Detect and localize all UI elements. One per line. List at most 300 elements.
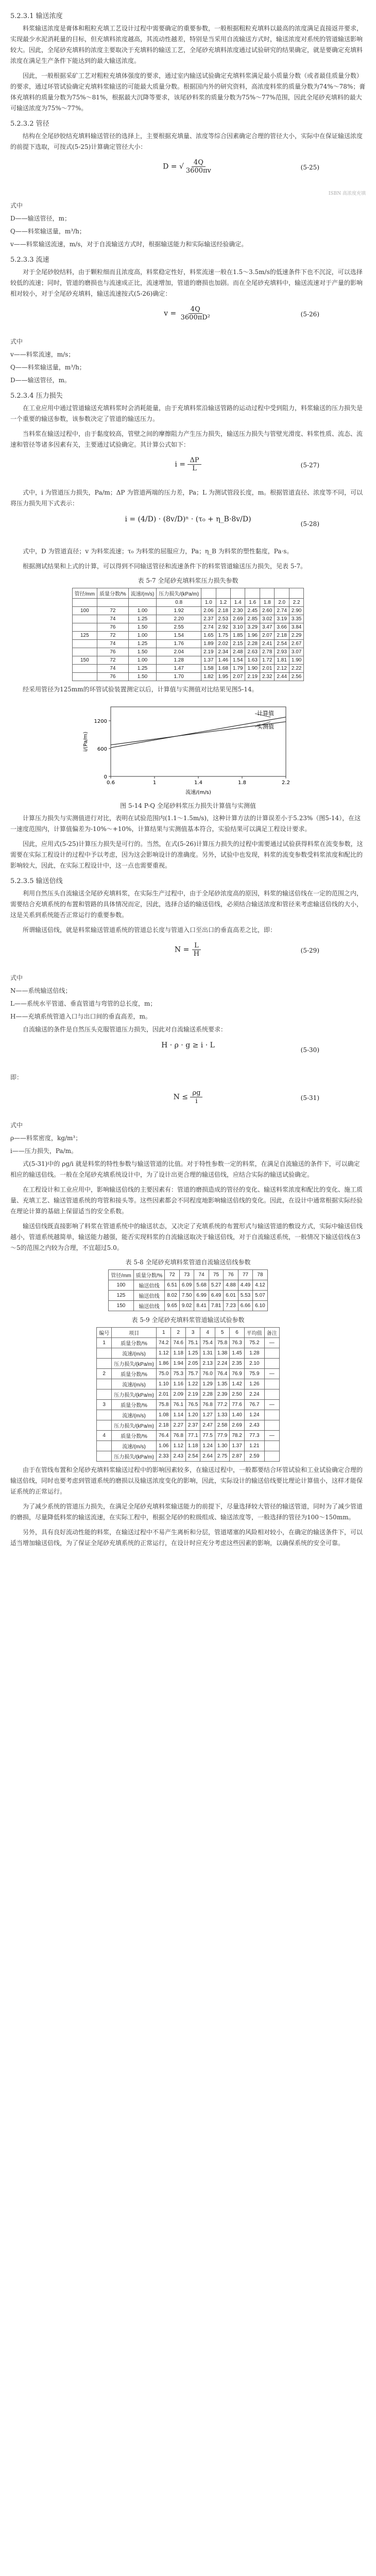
definition-intro: 式中	[10, 202, 23, 209]
table-cell: 2.18	[216, 607, 230, 615]
table-cell: 6.99	[194, 1291, 209, 1301]
table-cell: 6.66	[238, 1301, 252, 1311]
table-cell	[201, 588, 216, 599]
table-cell: —	[264, 1400, 279, 1410]
table-cell: 2.69	[231, 615, 245, 623]
table-cell	[97, 1410, 112, 1420]
table-cell: 77.2	[215, 1400, 229, 1410]
table-cell: 72	[97, 632, 129, 640]
table-row	[97, 1369, 280, 1379]
table-cell	[72, 640, 97, 648]
equation-number: (5-28)	[300, 520, 319, 528]
table-cell: 76.4	[215, 1369, 229, 1379]
table-cell: 3.84	[289, 623, 303, 632]
equation-number: (5-31)	[300, 1094, 319, 1101]
definition-item: v——料浆输送流速，m/s，对于自流输送方式时，根据输送能力和实际输送经验确定。	[10, 241, 248, 248]
table-cell: 2.19	[201, 648, 216, 656]
section-heading-pressure-loss: 5.2.3.4 压力损失	[10, 392, 63, 400]
table-cell: 输送倍线	[133, 1280, 165, 1291]
table-cell	[275, 588, 289, 599]
table-cell: 1.08	[156, 1410, 170, 1420]
table-cell: 1.00	[128, 656, 157, 665]
equation-number: (5-26)	[300, 311, 319, 318]
table-cell	[97, 1359, 112, 1369]
table-cell: 3.35	[289, 615, 303, 623]
table-cell: 76.5	[185, 1400, 200, 1410]
x-tick-label: 0.6	[107, 780, 115, 786]
table-cell: 5	[215, 1328, 229, 1338]
equation-number: (5-29)	[300, 947, 319, 954]
table-row	[72, 648, 304, 656]
table-cell: 1.42	[230, 1379, 244, 1389]
equation-5-30: H · ρ · g ≥ i · L (5-30)	[161, 1041, 319, 1054]
table-cell: 2.35	[230, 1359, 244, 1369]
table-cell: 1.06	[156, 1441, 170, 1451]
table-row	[97, 1338, 280, 1348]
table-cell: 2.92	[216, 623, 230, 632]
table-cell: 8.02	[165, 1291, 179, 1301]
table-cell: 2.05	[185, 1359, 200, 1369]
table-cell: 75.4	[200, 1338, 215, 1348]
section-heading-pipe-diameter: 5.2.3.2 管径	[10, 120, 49, 128]
table-cell: 1.20	[185, 1410, 200, 1420]
table-cell: 2.47	[200, 1420, 215, 1431]
table-cell	[264, 1348, 279, 1359]
table-cell	[264, 1359, 279, 1369]
table-cell	[97, 1420, 112, 1431]
table-cell: 2.45	[245, 607, 260, 615]
table-cell: 74.2	[156, 1338, 170, 1348]
table-cell: 75.8	[215, 1338, 229, 1348]
table-row	[97, 1379, 280, 1389]
table-cell: 2.60	[260, 607, 274, 615]
table-cell: 压力损失/(kPa/m)	[112, 1420, 157, 1431]
table-row	[97, 1420, 280, 1431]
table-cell: 2.07	[260, 632, 274, 640]
series-label-1: 计算值	[257, 710, 274, 717]
table-cell: 76.8	[200, 1400, 215, 1410]
definition-item: ρ——料浆密度，kg/m³；	[10, 1134, 82, 1142]
table-cell: 压力损失/(kPa/m)	[112, 1389, 157, 1400]
paragraph: 式(5-31)中的 ρg/i 就是料浆的特性参数与输送管道的比值。对于特性参数一定的料浆，在满足自流输送的条件下，可以确定相应的输送倍线。一般在全尾砂充填系统设计中，为了设计出更合理的输送倍线，应结合实际的输送试验确定。	[10, 1160, 360, 1178]
definition-item: L——系统水平管道、垂直管道与弯管的总长度，m；	[10, 1000, 157, 1007]
table-cell: 2.19	[185, 1389, 200, 1400]
series-line-1	[111, 717, 286, 748]
equation-number: (5-27)	[300, 462, 319, 469]
table-cell: 3.19	[275, 615, 289, 623]
table-cell	[72, 648, 97, 656]
pressure-loss-chart	[80, 699, 296, 797]
table-cell: 3.29	[245, 623, 260, 632]
table-cell: —	[264, 1338, 279, 1348]
definition-item: v——料浆流速，m/s；	[10, 351, 75, 358]
table-cell	[264, 1410, 279, 1420]
table-cell: 5.27	[209, 1280, 223, 1291]
table-cell: 76.8	[171, 1431, 185, 1441]
table-cell: 2.04	[157, 648, 201, 656]
table-cell: 75.7	[185, 1369, 200, 1379]
table-cell: 2.28	[200, 1389, 215, 1400]
table-cell: 75.1	[185, 1338, 200, 1348]
paragraph: 输送倍线既直接影响了料浆在管道系统中的输送状态，又决定了充填系统的布置形式与输送管道的敷设方式，实际中输送倍线越小，管道系统越简单，输送能力越强，能否实现料浆的自流输送取决于输送倍线，对于自流输送系统，一般情况下输送倍线在3～5的范围之内较为合理，不宜超过5.0。	[10, 1223, 363, 1251]
table-row	[97, 1348, 280, 1359]
table-cell: 8.41	[194, 1301, 209, 1311]
paragraph: 式中，i 为管道压力损失，Pa/m；ΔP 为管道两端的压力差，Pa；L 为测试管段长度，m。根据管道直径、浓度等不同，可以将压力损失用下式表示：	[10, 489, 363, 507]
table-cell: 1.35	[215, 1379, 229, 1389]
table-cell: 1.94	[171, 1359, 185, 1369]
table-cell: 1.50	[128, 673, 157, 681]
table-cell: 77.6	[230, 1400, 244, 1410]
table-cell: 76.7	[244, 1400, 264, 1410]
table-cell: 77.3	[244, 1431, 264, 1441]
definition-item: Q——料浆输送量，m³/h；	[10, 228, 86, 235]
paragraph: 对于全尾砂胶结料，由于颗粒细而且浓度高，料浆稳定性好，料浆流速一般在1.5～3.5m/s的低速条件下也不沉淀，可以选择较低的流速；同时，管道的磨损也与流速成正比，流速增加，管道的磨损也加剧。而在全尾砂充填料中，输送流速对于产量的影响相对较小，对于全尾砂充填料，输送流速按式(5-26)确定：	[10, 268, 363, 297]
table-cell: 1.30	[215, 1441, 229, 1451]
table-cell: 压力损失/(kPa/m)	[112, 1451, 157, 1462]
table-cell: 2.37	[185, 1420, 200, 1431]
table-cell: 1.22	[185, 1379, 200, 1389]
table-cell: 2.55	[157, 623, 201, 632]
definition-intro: 式中	[10, 1122, 23, 1129]
table-cell: 6	[230, 1328, 244, 1338]
table-cell: 75.0	[156, 1369, 170, 1379]
paragraph: 即：	[10, 1074, 23, 1081]
table-cell	[216, 588, 230, 599]
definition-intro: 式中	[10, 974, 23, 981]
table-cell: 2.67	[289, 640, 303, 648]
table-cell: 74	[194, 1270, 209, 1280]
table-cell: 1.6	[245, 599, 260, 607]
table-cell: —	[264, 1431, 279, 1441]
table-cell: 1.72	[260, 656, 274, 665]
table-cell	[97, 1389, 112, 1400]
table-cell: 2.27	[171, 1420, 185, 1431]
table-cell: 输送倍线	[133, 1301, 165, 1311]
table-cell: 6.51	[165, 1280, 179, 1291]
table-cell: 150	[72, 656, 97, 665]
table-row	[97, 1389, 280, 1400]
table-cell: 2.43	[171, 1451, 185, 1462]
table-cell: 1.27	[200, 1410, 215, 1420]
paragraph: 自流输送的条件是自然压头克服管道压力损失，因此对自流输送系统要求：	[23, 1026, 227, 1033]
table-cell: 1.63	[245, 656, 260, 665]
table-cell: 流速/(m/s)	[112, 1441, 157, 1451]
table-cell: 76	[97, 673, 129, 681]
table-cell: 76.9	[230, 1369, 244, 1379]
table-cell: 备注	[264, 1328, 279, 1338]
table-cell: 2.07	[231, 673, 245, 681]
table-cell: 1.50	[128, 623, 157, 632]
table-cell: 2.78	[260, 648, 274, 656]
table-cell: 1.31	[200, 1348, 215, 1359]
table-cell: 6.09	[179, 1280, 194, 1291]
table-cell: 7.50	[179, 1291, 194, 1301]
table-cell: 1.95	[216, 673, 230, 681]
table-row	[97, 1441, 280, 1451]
paragraph: 结构在全尾砂胶结充填料输送管径的选择上，主要根据充填量、浓度等综合因素确定合理的管径大小，实际中在保证输送浓度的前提下选取，可按式(5-25)计算确定管径大小：	[10, 132, 363, 150]
figure-caption: 图 5-14 P-Q 全尾砂料浆压力损失计算值与实测值	[120, 802, 256, 809]
table-cell: 3.07	[289, 648, 303, 656]
table-caption: 表 5-7 全尾砂充填料浆压力损失参数	[138, 577, 238, 584]
table-cell: 2	[171, 1328, 185, 1338]
table-cell: 压力损失/(kPa/m)	[157, 588, 201, 599]
table-cell: 100	[72, 607, 97, 615]
table-cell: 输送倍线	[133, 1291, 165, 1301]
table-cell: 1.25	[128, 665, 157, 673]
table-cell	[97, 1379, 112, 1389]
table-cell	[245, 588, 260, 599]
table-cell: 1.89	[201, 640, 216, 648]
table-cell: 2.18	[275, 632, 289, 640]
table-cell: 2.28	[245, 640, 260, 648]
table-cell: 2.37	[201, 615, 216, 623]
table-cell: 1.0	[201, 599, 216, 607]
table-cell	[72, 673, 97, 681]
table-test-parameters	[96, 1327, 280, 1462]
table-cell: 2.24	[215, 1359, 229, 1369]
definition-item: D——输送管径，m。	[10, 377, 71, 384]
table-cell: 1.25	[128, 615, 157, 623]
table-cell	[264, 1441, 279, 1451]
table-cell: 2.50	[230, 1389, 244, 1400]
definition-item: Q——料浆输送量，m³/h；	[10, 364, 86, 371]
paragraph: 在工程设计和工业应用中，影响输送倍线的主要因素有：管道的磨损造成的管径的变化、输送料浆浓度和配比的变化、施工质量、充填工艺、输送管道系统的弯管和接头等。这些因素都会不同程度地影响输送倍线的变化。因此，在设计中通常根据实际经验在理论计算的基础上保留适当的安全系数。	[10, 1186, 363, 1215]
table-cell	[97, 1348, 112, 1359]
table-row	[109, 1280, 267, 1291]
x-axis-label: 流速/(m/s)	[185, 790, 211, 795]
table-cell: 6.49	[209, 1291, 223, 1301]
table-cell: 平均值	[244, 1328, 264, 1338]
table-cell: 4	[97, 1431, 112, 1441]
table-cell: 1.12	[156, 1348, 170, 1359]
table-cell: 1.65	[201, 632, 216, 640]
table-cell: 74	[97, 665, 129, 673]
table-cell: 76.4	[156, 1431, 170, 1441]
table-cell: 2.48	[231, 648, 245, 656]
equation-number: (5-25)	[300, 164, 319, 171]
table-row	[72, 656, 304, 665]
table-cell	[289, 588, 303, 599]
table-cell: 2.13	[200, 1359, 215, 1369]
table-cell: 2.69	[230, 1420, 244, 1431]
equation-5-25: D = √ $\frac{4Q}{3600\pi v}$ (5-25)	[163, 159, 319, 175]
table-cell: 1.96	[245, 632, 260, 640]
table-cell: 流速/(m/s)	[112, 1348, 157, 1359]
table-row	[109, 1291, 267, 1301]
table-cell: 2.56	[289, 673, 303, 681]
table-cell: 6.01	[224, 1291, 238, 1301]
table-row	[72, 607, 304, 615]
table-cell: 7.23	[224, 1301, 238, 1311]
table-cell: 1.00	[128, 607, 157, 615]
paragraph: 另外，具有良好流动性能的料浆，在输送过程中不易产生离析和分层，管道堵塞的风险相对较小，在确定的输送条件下，可以适当增加输送倍线，为了保证全尾砂充填系统的正常运行，在设计时应充分考虑这些因素的影响，以确保系统的安全可靠。	[10, 1529, 363, 1547]
table-cell: 76	[97, 623, 129, 632]
table-header-row	[97, 1328, 280, 1338]
x-tick-label: 1.8	[238, 780, 246, 786]
table-cell: 2.90	[289, 607, 303, 615]
table-cell	[264, 1379, 279, 1389]
table-caption: 表 5-8 全尾砂充填料浆管道自流输送倍线参数	[125, 1259, 251, 1266]
equation-5-29: N = $\frac{L}{H}$ (5-29)	[174, 942, 319, 958]
table-cell: 2.63	[245, 648, 260, 656]
table-cell: 75	[209, 1270, 223, 1280]
x-tick-label: 1	[152, 780, 157, 786]
table-cell: 6.10	[253, 1301, 267, 1311]
table-cell	[72, 623, 97, 632]
paragraph: 当料浆在输送过程中，由于黏度较高，管壁之间的摩擦阻力产生压力损失，输送压力损失与管壁光滑度、料浆性质、流态、流速和管径等诸多因素有关，主要通过试验确定。其计算公式如下：	[10, 430, 363, 448]
table-cell: 3.02	[260, 615, 274, 623]
table-cell: 2.41	[260, 640, 274, 648]
section-heading-velocity: 5.2.3.3 流速	[10, 256, 49, 264]
definition-item: H——充填系统管道入口与出口间的垂直高差，m。	[10, 1013, 151, 1020]
table-cell: 1.90	[289, 656, 303, 665]
table-cell: 1.26	[244, 1379, 264, 1389]
table-row	[109, 1301, 267, 1311]
table-cell: 4.12	[253, 1280, 267, 1291]
table-cell: 1.50	[128, 648, 157, 656]
table-cell: 9.02	[179, 1301, 194, 1311]
table-cell: 2.2	[289, 599, 303, 607]
table-cell: 1.4	[231, 599, 245, 607]
paragraph: 计算压力损失与实测值进行对比，表明在试验范围内(1.1～1.5m/s)，这种计算方法的计算误差小于5.23%（图5-14），在这一速度范围内，计算值偏差为-10%～+10%，计算结果与实测值基本符合，实验结果可以满足工程设计要求。	[10, 815, 361, 833]
table-cell: 2.87	[230, 1451, 244, 1462]
table-cell: 2.15	[231, 640, 245, 648]
table-row	[72, 615, 304, 623]
equation-5-26: v = $\frac{4Q}{\text{3600πD²}}$ (5-26)	[164, 306, 319, 321]
table-cell: 2.24	[244, 1389, 264, 1400]
table-row	[97, 1451, 280, 1462]
table-cell: 2.93	[275, 648, 289, 656]
table-cell: 1.21	[244, 1441, 264, 1451]
table-cell: 2.85	[245, 615, 260, 623]
table-cell: 1.38	[215, 1348, 229, 1359]
equation-number: (5-30)	[300, 1046, 319, 1054]
table-cell: 77.5	[200, 1431, 215, 1441]
table-cell: 1.85	[231, 632, 245, 640]
table-cell: 2.0	[275, 599, 289, 607]
y-tick-label: 0	[104, 774, 107, 780]
table-cell: 2.75	[215, 1451, 229, 1462]
table-cell: 2.10	[244, 1359, 264, 1369]
table-caption: 表 5-9 全尾砂充填料浆管道输送试验参数	[131, 1316, 245, 1324]
table-cell: 76	[97, 648, 129, 656]
table-cell: 78	[253, 1270, 267, 1280]
table-cell: 72	[97, 607, 129, 615]
definition-item: i——压力损失，Pa/m。	[10, 1147, 77, 1155]
table-transport-multiple	[108, 1269, 267, 1311]
table-cell: 1.28	[157, 656, 201, 665]
table-cell: 1.92	[157, 607, 201, 615]
table-cell	[97, 599, 129, 607]
table-cell: 1.68	[216, 665, 230, 673]
y-axis-label: i/(Pa/m)	[83, 732, 89, 752]
section-heading-concentration: 5.2.3.1 输送浓度	[10, 12, 63, 20]
table-cell: 3	[185, 1328, 200, 1338]
table-cell: 2.34	[216, 648, 230, 656]
table-cell: 1.54	[231, 656, 245, 665]
table-cell: 1.8	[260, 599, 274, 607]
table-row	[72, 673, 304, 681]
table-cell: 流速/(m/s)	[112, 1379, 157, 1389]
table-row	[97, 1359, 280, 1369]
table-cell: 2.74	[275, 607, 289, 615]
table-cell: 77.9	[215, 1431, 229, 1441]
table-cell: 2.18	[156, 1420, 170, 1431]
table-cell: 2.12	[275, 665, 289, 673]
x-tick-label: 1.4	[194, 780, 202, 786]
table-cell: 质量分数/%	[112, 1369, 157, 1379]
table-cell: 1.81	[275, 656, 289, 665]
table-cell: 1.40	[230, 1410, 244, 1420]
table-cell	[231, 588, 245, 599]
table-cell: 4	[200, 1328, 215, 1338]
table-cell: 1.33	[215, 1410, 229, 1420]
paragraph: 式中，D 为管道直径；v 为料浆流速；τ₀ 为料浆的屈服应力，Pa；η_B 为料浆的塑性黏度，Pa·s。	[23, 548, 293, 555]
table-cell: 3.66	[275, 623, 289, 632]
table-cell: 1.54	[157, 632, 201, 640]
table-cell: 1.37	[230, 1441, 244, 1451]
table-cell: 77.1	[185, 1431, 200, 1441]
table-cell: 74.6	[171, 1338, 185, 1348]
table-cell: 1.18	[185, 1441, 200, 1451]
table-cell: 2.02	[216, 640, 230, 648]
paragraph: 为了减少系统的管道压力损失，在满足全尾砂充填料浆输送能力的前提下，尽量选择较大管径的输送管道，同时为了减少管道的磨损，尽量降低料浆的输送流速，在实际工程中，根据全尾砂的粒级组成、输送浓度等，一般选择的管径为100～150mm。	[10, 1503, 363, 1521]
table-cell: 管径/mm	[109, 1270, 133, 1280]
table-cell: 75.8	[156, 1400, 170, 1410]
table-cell: 0.8	[157, 599, 201, 607]
table-cell: 质量分数/%	[133, 1270, 165, 1280]
table-cell: 1	[97, 1338, 112, 1348]
table-cell: 4.49	[238, 1280, 252, 1291]
table-cell: 质量分数/%	[112, 1400, 157, 1410]
table-cell	[72, 665, 97, 673]
table-cell: 72	[97, 656, 129, 665]
table-cell: 流速/(m/s)	[112, 1410, 157, 1420]
table-row	[97, 1431, 280, 1441]
table-cell: 流速/(m/s)	[128, 588, 157, 599]
table-row	[72, 632, 304, 640]
table-cell: 1.76	[157, 640, 201, 648]
equation-5-28: i = (4/D) · (8v/D)ⁿ · (τ₀ + η_B·8v/D) (5-28)	[125, 515, 319, 528]
table-cell: 1.90	[245, 665, 260, 673]
table-cell: —	[264, 1369, 279, 1379]
equation-5-27: i = $\frac{\Delta P}{L}$ (5-27)	[175, 456, 319, 472]
table-cell: 1.24	[244, 1410, 264, 1420]
table-cell	[264, 1389, 279, 1400]
table-cell: 100	[109, 1280, 133, 1291]
paragraph: 因此，应用式(5-25)计算压力损失是可行的。当然，在式(5-26)计算压力损失的过程中需要通过试验获得料浆在流变参数，这需要在实际工程设计的过程中予以考虑，因为这会影响设计的准确度。另外，试验中也发现，料浆的流变参数受料浆浓度和配比的影响较大，因此，在实际工程设计中，这一点也需要重视。	[10, 840, 363, 869]
table-cell: 2.39	[215, 1389, 229, 1400]
table-pressure-loss	[72, 588, 304, 681]
table-cell: 编号	[97, 1328, 112, 1338]
table-header-row	[72, 588, 304, 599]
table-cell: 1.46	[216, 656, 230, 665]
table-cell: 1.16	[171, 1379, 185, 1389]
table-cell: 1	[156, 1328, 170, 1338]
table-cell: 1.00	[128, 632, 157, 640]
table-cell: 2.74	[201, 623, 216, 632]
table-row	[97, 1400, 280, 1410]
table-cell: 3.47	[260, 623, 274, 632]
table-cell: 5.53	[238, 1291, 252, 1301]
table-cell	[264, 1451, 279, 1462]
table-cell: 管径/mm	[72, 588, 97, 599]
table-header-row	[109, 1270, 267, 1280]
table-cell: 150	[109, 1301, 133, 1311]
table-cell: 压力损失/(kPa/m)	[112, 1359, 157, 1369]
paragraph: 根据测试结果和上式的计算，可以得到不同输送管径和流速条件下的料浆管道输送压力损失，见表 5-7。	[23, 563, 307, 570]
table-cell: 2.59	[244, 1451, 264, 1462]
